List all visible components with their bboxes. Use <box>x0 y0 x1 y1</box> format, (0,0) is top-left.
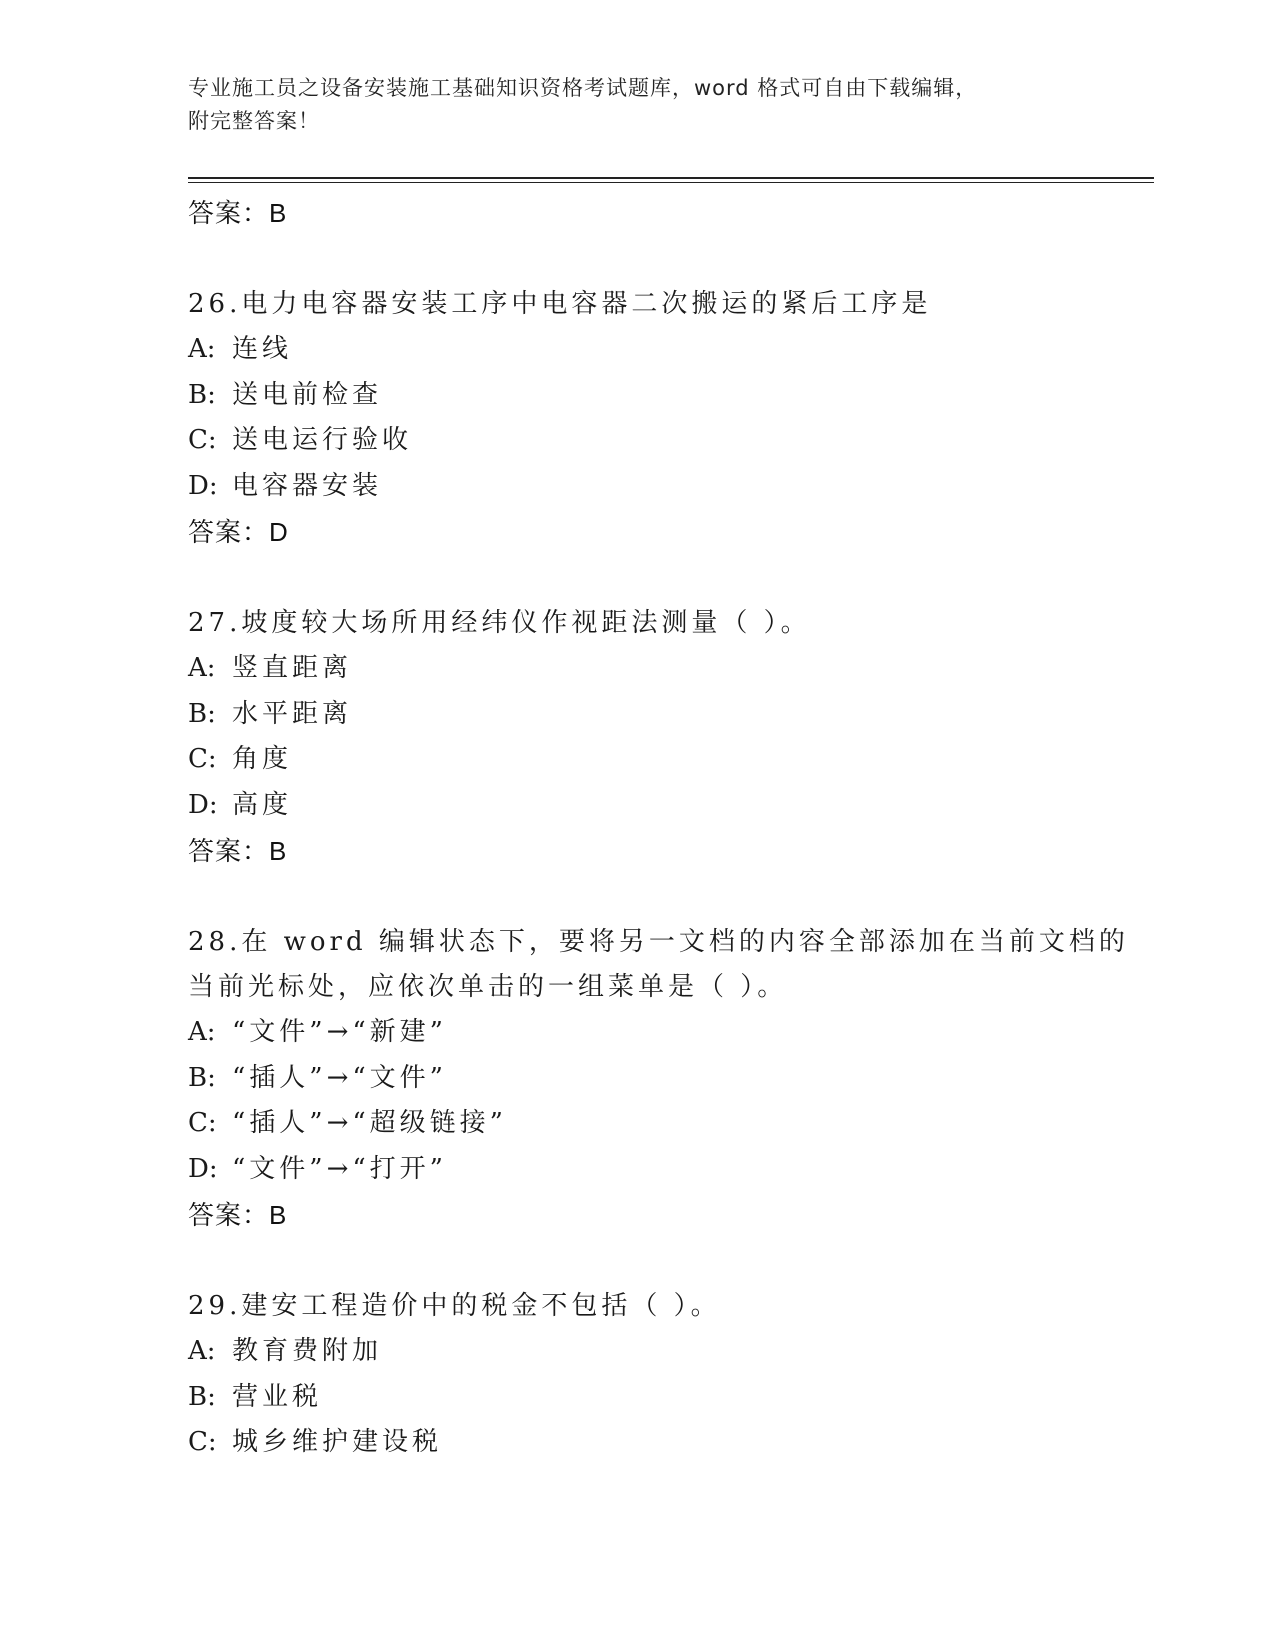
answer-label: 答案：B <box>188 1200 288 1230</box>
option-c <box>188 1420 1148 1466</box>
option-d <box>188 1147 1148 1193</box>
option-letter: B: <box>188 379 216 410</box>
option-text: “插人”→“超级链接” <box>232 1108 507 1138</box>
question-text: 26.电力电容器安装工序中电容器二次搬运的紧后工序是 <box>188 289 932 319</box>
question-list <box>188 190 1148 1466</box>
option-b <box>188 1375 1148 1421</box>
header-line-1: 专业施工员之设备安装施工基础知识资格考试题库，word 格式可自由下载编辑， <box>188 76 978 100</box>
answer-label: 答案：B <box>188 198 288 228</box>
option-a <box>188 646 1148 692</box>
option-text: 营业税 <box>232 1381 323 1412</box>
option-text: 高度 <box>232 789 293 820</box>
option-letter: C: <box>188 1427 217 1457</box>
option-text: “文件”→“打开” <box>232 1153 447 1184</box>
option-d <box>188 783 1148 829</box>
option-a <box>188 327 1148 373</box>
option-text: 竖直距离 <box>232 653 353 683</box>
option-letter: C: <box>188 1108 217 1138</box>
option-letter: A: <box>188 334 216 364</box>
option-c <box>188 737 1148 783</box>
option-letter: D: <box>188 789 218 820</box>
option-b <box>188 692 1148 738</box>
answer-label: 答案：B <box>188 836 288 866</box>
question-27 <box>188 601 1148 874</box>
question-26 <box>188 282 1148 555</box>
option-letter: B: <box>188 1062 216 1093</box>
question-29 <box>188 1284 1148 1466</box>
option-text: 教育费附加 <box>232 1336 383 1366</box>
option-text: 电容器安装 <box>232 470 383 501</box>
option-letter: C: <box>188 744 217 774</box>
option-d <box>188 464 1148 510</box>
question-text: 28.在 word 编辑状态下，要将另一文档的内容全部添加在当前文档的 <box>188 927 1129 957</box>
option-text: 连线 <box>232 334 293 364</box>
question-text: 27.坡度较大场所用经纬仪作视距法测量（ ）。 <box>188 608 811 638</box>
document-header <box>188 72 1108 138</box>
option-letter: A: <box>188 1017 216 1047</box>
option-text: 水平距离 <box>232 698 353 729</box>
header-rule-thin <box>188 182 1154 183</box>
option-text: 角度 <box>232 744 293 774</box>
option-b <box>188 1056 1148 1102</box>
option-text: “插人”→“文件” <box>232 1062 447 1093</box>
option-letter: C: <box>188 425 217 455</box>
question-text-continued: 当前光标处，应依次单击的一组菜单是（ ）。 <box>188 972 788 1002</box>
option-b <box>188 373 1148 419</box>
option-a <box>188 1010 1148 1056</box>
option-c <box>188 1101 1148 1147</box>
option-letter: B: <box>188 698 216 729</box>
answer-label: 答案：D <box>188 517 289 547</box>
option-letter: B: <box>188 1381 216 1412</box>
option-text: “文件”→“新建” <box>232 1017 447 1047</box>
option-letter: D: <box>188 1153 218 1184</box>
option-text: 送电前检查 <box>232 379 383 410</box>
option-letter: A: <box>188 653 216 683</box>
option-text: 城乡维护建设税 <box>232 1427 443 1457</box>
header-rule-thick <box>188 177 1154 179</box>
option-a <box>188 1329 1148 1375</box>
option-letter: A: <box>188 1336 216 1366</box>
option-text: 送电运行验收 <box>232 425 413 455</box>
option-c <box>188 418 1148 464</box>
question-text: 29.建安工程造价中的税金不包括（ ）。 <box>188 1291 721 1321</box>
question-28 <box>188 920 1148 1238</box>
header-line-2: 附完整答案！ <box>188 109 320 133</box>
option-letter: D: <box>188 470 218 501</box>
